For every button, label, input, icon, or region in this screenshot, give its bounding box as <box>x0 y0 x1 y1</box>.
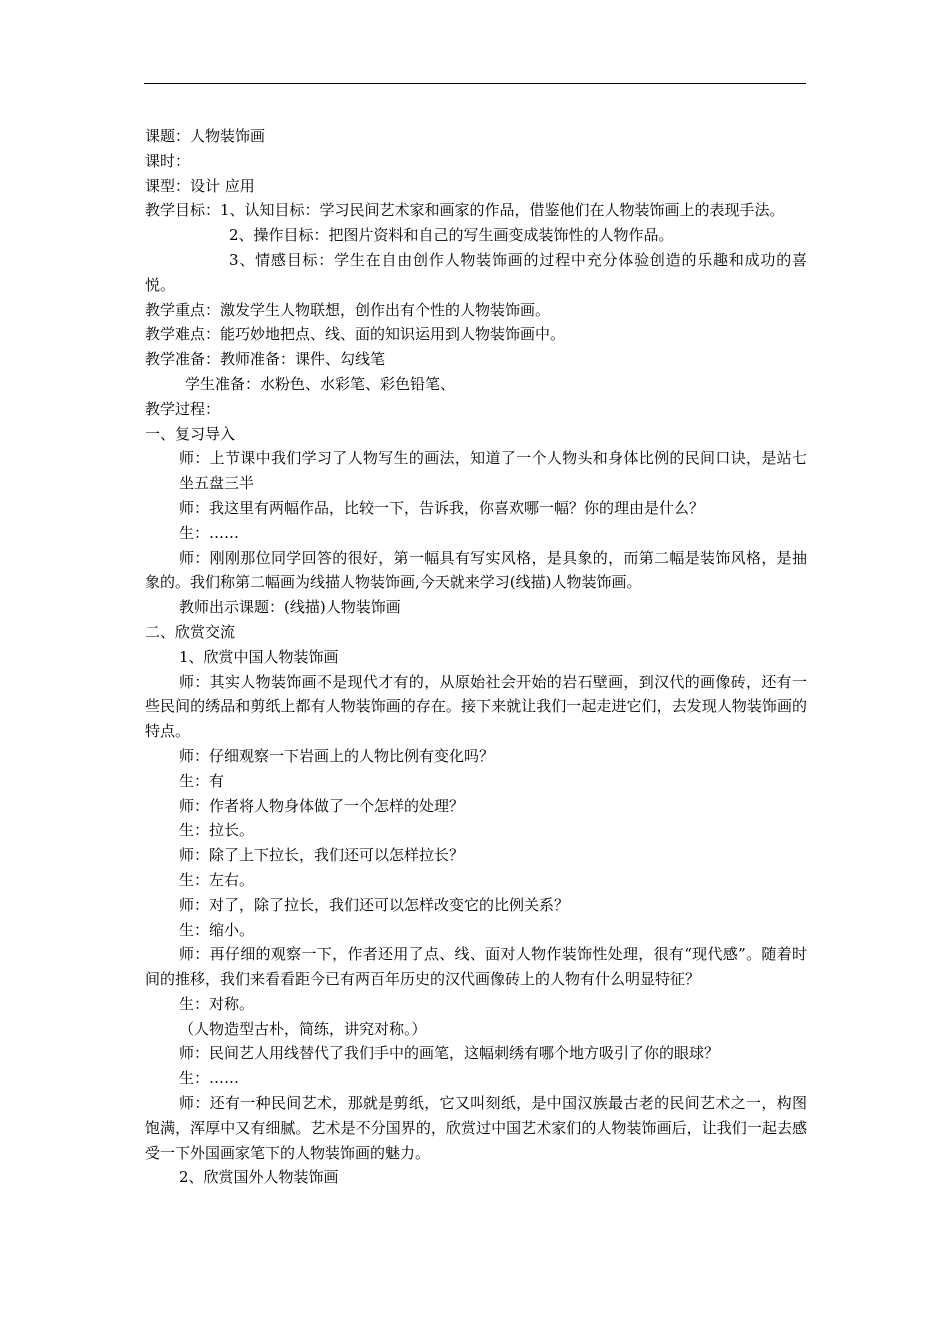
dialogue-paragraph: 师：刚刚那位同学回答的很好，第一幅具有写实风格，是具象的，而第二幅是装饰风格，是抽象的。我们称第二幅画为线描人物装饰画,今天就来学习(线描)人物装饰画。 <box>145 548 807 592</box>
lesson-title: 课题：人物装饰画 <box>145 127 266 145</box>
header-rule <box>144 83 806 84</box>
lesson-hours: 课时： <box>145 151 191 170</box>
dialogue-paragraph: 生：…… <box>179 1069 240 1088</box>
teaching-difficulty: 教学难点：能巧妙地把点、线、面的知识运用到人物装饰画中。 <box>145 325 566 344</box>
section-heading-appreciation: 二、欣赏交流 <box>145 622 236 641</box>
dialogue-paragraph: 师：除了上下拉长，我们还可以怎样拉长？ <box>179 846 465 865</box>
teaching-key-point: 教学重点：激发学生人物联想，创作出有个性的人物装饰画。 <box>145 300 551 319</box>
dialogue-paragraph: 生：左右。 <box>179 870 255 889</box>
subsection-heading: 1、欣赏中国人物装饰画 <box>179 647 339 666</box>
dialogue-paragraph: 生：对称。 <box>179 994 255 1013</box>
teaching-objective-1: 教学目标：1、认知目标：学习民间艺术家和画家的作品，借鉴他们在人物装饰画上的表现手法。 <box>145 201 785 220</box>
dialogue-paragraph: 师：我这里有两幅作品，比较一下，告诉我，你喜欢哪一幅？你的理由是什么？ <box>179 498 705 517</box>
lesson-plan-body <box>145 124 807 1190</box>
subsection-heading: 2、欣赏国外人物装饰画 <box>179 1168 339 1187</box>
dialogue-paragraph: 生：拉长。 <box>179 821 255 840</box>
dialogue-paragraph: 生：有 <box>179 771 225 790</box>
dialogue-paragraph: 师：再仔细的观察一下，作者还用了点、线、面对人物作装饰性处理，很有“现代感”。随着时间的推移，我们来看看距今已有两百年历史的汉代画像砖上的人物有什么明显特征？ <box>145 945 807 989</box>
dialogue-paragraph: 师：仔细观察一下岩画上的人物比例有变化吗？ <box>179 746 495 765</box>
dialogue-paragraph: 师：上节课中我们学习了人物写生的画法，知道了一个人物头和身体比例的民间口诀，是站七坐五盘三半 <box>179 449 807 493</box>
student-preparation: 学生准备：水粉色、水彩笔、彩色铅笔、 <box>185 374 456 393</box>
dialogue-paragraph: 师：民间艺人用线替代了我们手中的画笔，这幅刺绣有哪个地方吸引了你的眼球？ <box>179 1044 720 1063</box>
dialogue-paragraph: 师：对了，除了拉长，我们还可以怎样改变它的比例关系？ <box>179 895 570 914</box>
dialogue-paragraph: 师：其实人物装饰画不是现代才有的，从原始社会开始的岩石壁画，到汉代的画像砖，还有一些民间的绣品和剪纸上都有人物装饰画的存在。接下来就让我们一起走进它们，去发现人物装饰画的特点。 <box>145 672 807 741</box>
dialogue-paragraph: 生：…… <box>179 523 240 542</box>
section-heading-review: 一、复习导入 <box>145 424 236 443</box>
dialogue-paragraph: 教师出示课题：(线描)人物装饰画 <box>179 598 401 617</box>
teaching-objective-3: 3、情感目标：学生在自由创作人物装饰画的过程中充分体验创造的乐趣和成功的喜悦。 <box>145 250 807 294</box>
dialogue-paragraph: 师：还有一种民间艺术，那就是剪纸，它又叫刻纸，是中国汉族最古老的民间艺术之一，构图饱满，浑厚中又有细腻。艺术是不分国界的，欣赏过中国艺术家们的人物装饰画后，让我们一起去感受一下外国画家笔下的人物装饰画的魅力。 <box>145 1094 807 1162</box>
dialogue-paragraph: （人物造型古朴，简练，讲究对称。） <box>179 1019 427 1038</box>
dialogue-paragraph: 生：缩小。 <box>179 920 255 939</box>
teaching-process-heading: 教学过程： <box>145 399 221 418</box>
teacher-preparation: 教学准备：教师准备：课件、勾线笔 <box>145 350 386 369</box>
teaching-objective-2: 2、操作目标：把图片资料和自己的写生画变成装饰性的人物作品。 <box>229 226 674 245</box>
lesson-type: 课型：设计 应用 <box>145 176 255 195</box>
dialogue-paragraph: 师：作者将人物身体做了一个怎样的处理？ <box>179 796 465 815</box>
